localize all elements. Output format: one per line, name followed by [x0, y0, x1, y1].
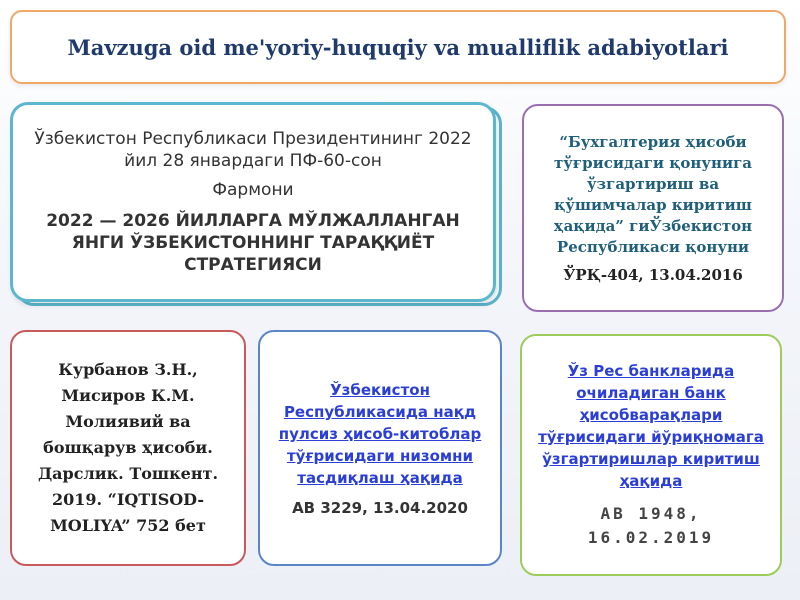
bank-accounts-card [520, 334, 782, 576]
bank-accounts-ref: АВ 1948, 16.02.2019 [587, 504, 715, 547]
textbook-citation: Курбанов З.Н., Мисиров К.М. Молиявий ва бошқарув ҳисоби. Дарслик. Тошкент. 2019. “IQTISOD-MOLIYA” 752 бет [37, 360, 219, 535]
regulation-card [258, 330, 502, 566]
decree-strategy-title: 2022 — 2026 ЙИЛЛАРГА МЎЛЖАЛЛАНГАН ЯНГИ ЎЗБЕКИСТОННИНГ ТАРАҚҚИЁТ СТРАТЕГИЯСИ [46, 211, 460, 275]
accounting-law-text: “Бухгалтерия ҳисоби тўғрисидаги қонунига ўзгартириш ва қўшимчалар киритиш ҳақида” гиЎзбекистон Республикаси қонуни [553, 133, 753, 256]
decree-type: Фармони [212, 180, 294, 200]
bank-accounts-link[interactable]: Ўз Рес банкларида очиладиган банк ҳисобварақлари тўғрисидаги йўриқномага ўзгартиришлар киритиш ҳақида [538, 362, 764, 490]
title-box [10, 10, 786, 84]
decree-issuer: Ўзбекистон Республикаси Президентининг 2022 йил 28 январдаги ПФ-60-сон [34, 129, 472, 171]
regulation-ref: АВ 3229, 13.04.2020 [292, 499, 468, 517]
decree-card [10, 102, 496, 302]
textbook-card [10, 330, 246, 566]
slide-title: Mavzuga oid me'yoriy-huquqiy va mualliflik adabiyotlari [67, 34, 729, 60]
regulation-link[interactable]: Ўзбекистон Республикасида нақд пулсиз ҳисоб-китоблар тўғрисидаги низомни тасдиқлаш ҳақида [278, 381, 482, 487]
accounting-law-card [522, 104, 784, 312]
accounting-law-ref: ЎРҚ-404, 13.04.2016 [563, 266, 743, 284]
